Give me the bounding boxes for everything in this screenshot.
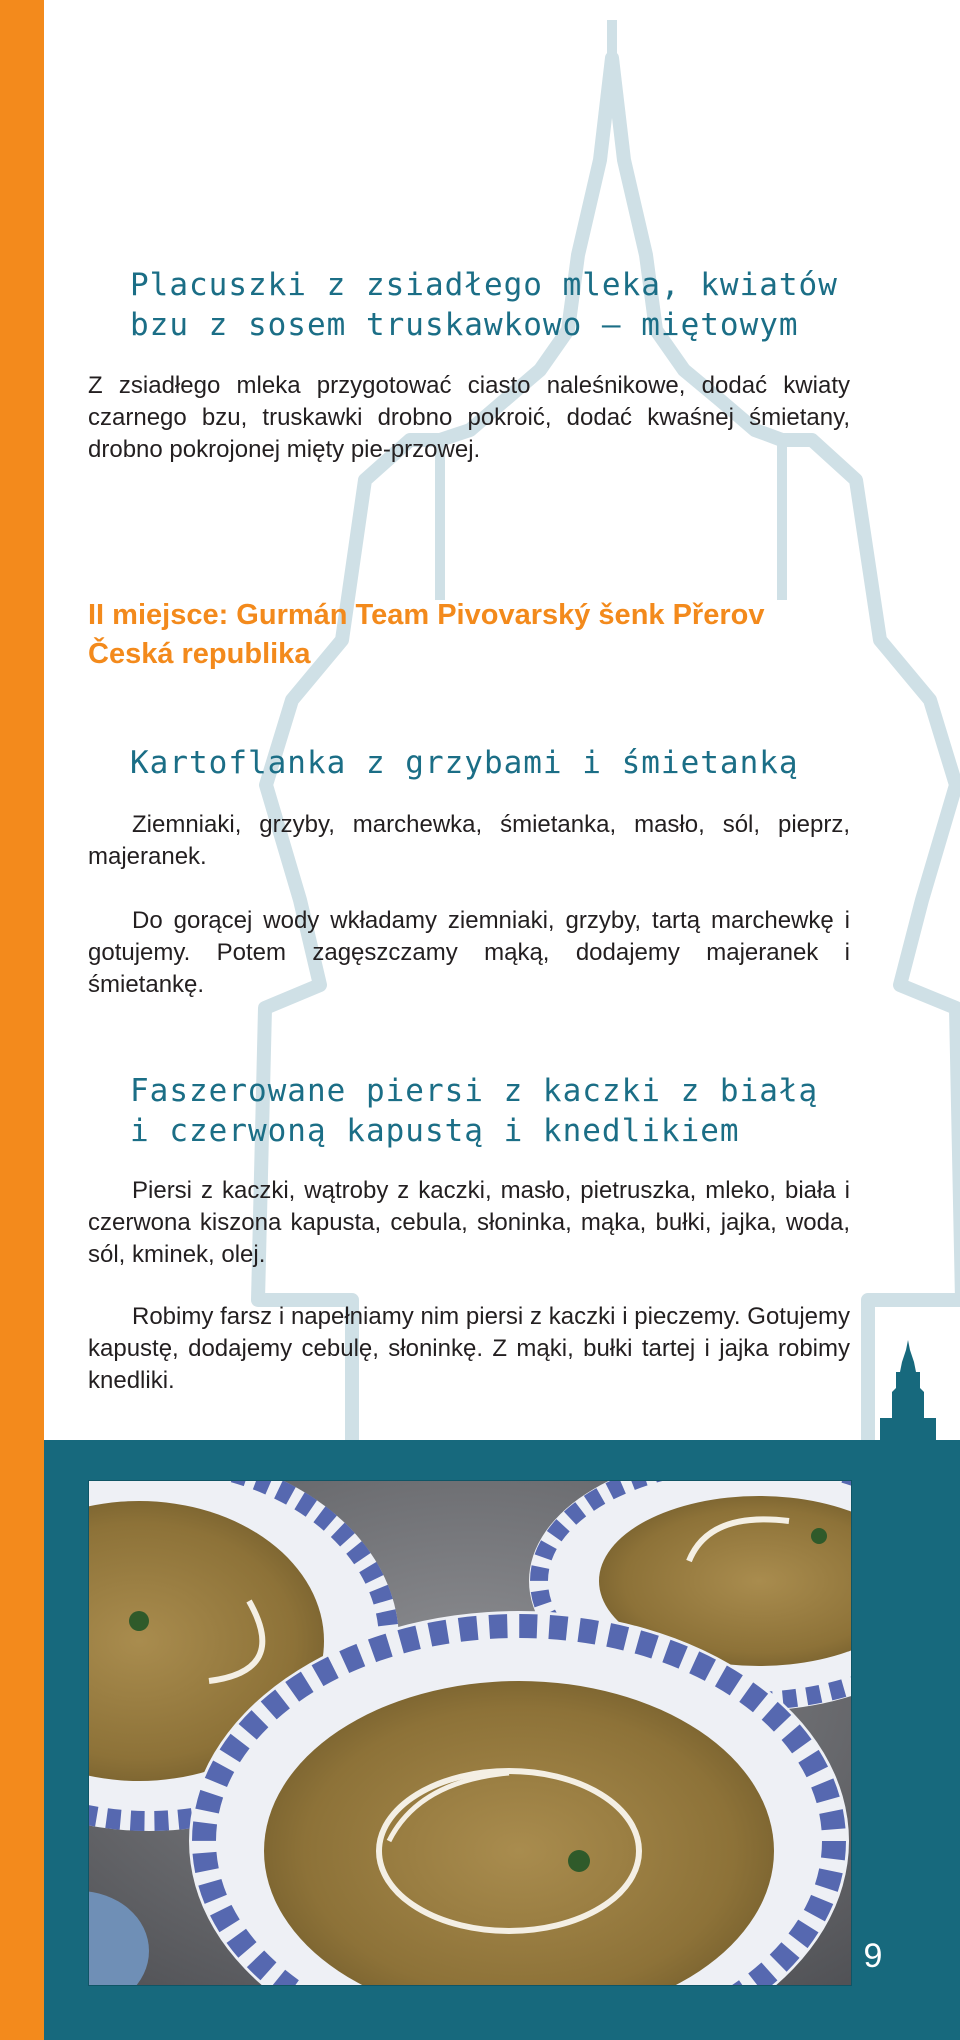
recipe1-body: Z zsiadłego mleka przygotować ciasto naleśnikowe, dodać kwiaty czarnego bzu, truskawki drobno pokroić, dodać kwaśnej śmietany, drobno pokrojonej mięty pie-przowej. — [88, 372, 850, 463]
recipe3-method: Robimy farsz i napełniamy nim piersi z kaczki i pieczemy. Gotujemy kapustę, dodajemy cebulę, słoninkę. Z mąki, bułki tartej i jajka robimy knedliki. — [88, 1303, 850, 1394]
place-heading-line1: II miejsce: Gurmán Team Pivovarský šenk Přerov — [88, 599, 765, 631]
place-heading-line2: Česká republika — [88, 638, 311, 670]
recipe2-title: Kartoflanka z grzybami i śmietanką — [130, 745, 799, 781]
recipe3-title-line1: Faszerowane piersi z kaczki z białą — [130, 1073, 819, 1109]
soup-bowls-photo — [88, 1480, 852, 1986]
recipe1-title-line1: Placuszki z zsiadłego mleka, kwiatów — [130, 267, 838, 303]
recipe2-method: Do gorącej wody wkładamy ziemniaki, grzyby, tartą marchewkę i gotujemy. Potem zagęszczamy mąką, dodajemy majeranek i śmietankę. — [88, 907, 850, 998]
recipe2-ingredients: Ziemniaki, grzyby, marchewka, śmietanka, masło, sól, pieprz, majeranek. — [88, 811, 850, 870]
recipe3-ingredients: Piersi z kaczki, wątroby z kaczki, masło, pietruszka, mleko, biała i czerwona kiszona kapusta, cebula, słoninka, mąka, bułki, jajka, woda, sól, kminek, olej. — [88, 1177, 850, 1268]
page-number: 9 — [863, 1937, 883, 1975]
recipe3-title-line2: i czerwoną kapustą i knedlikiem — [130, 1113, 740, 1149]
recipe1-title-line2: bzu z sosem truskawkowo – miętowym — [130, 307, 799, 343]
